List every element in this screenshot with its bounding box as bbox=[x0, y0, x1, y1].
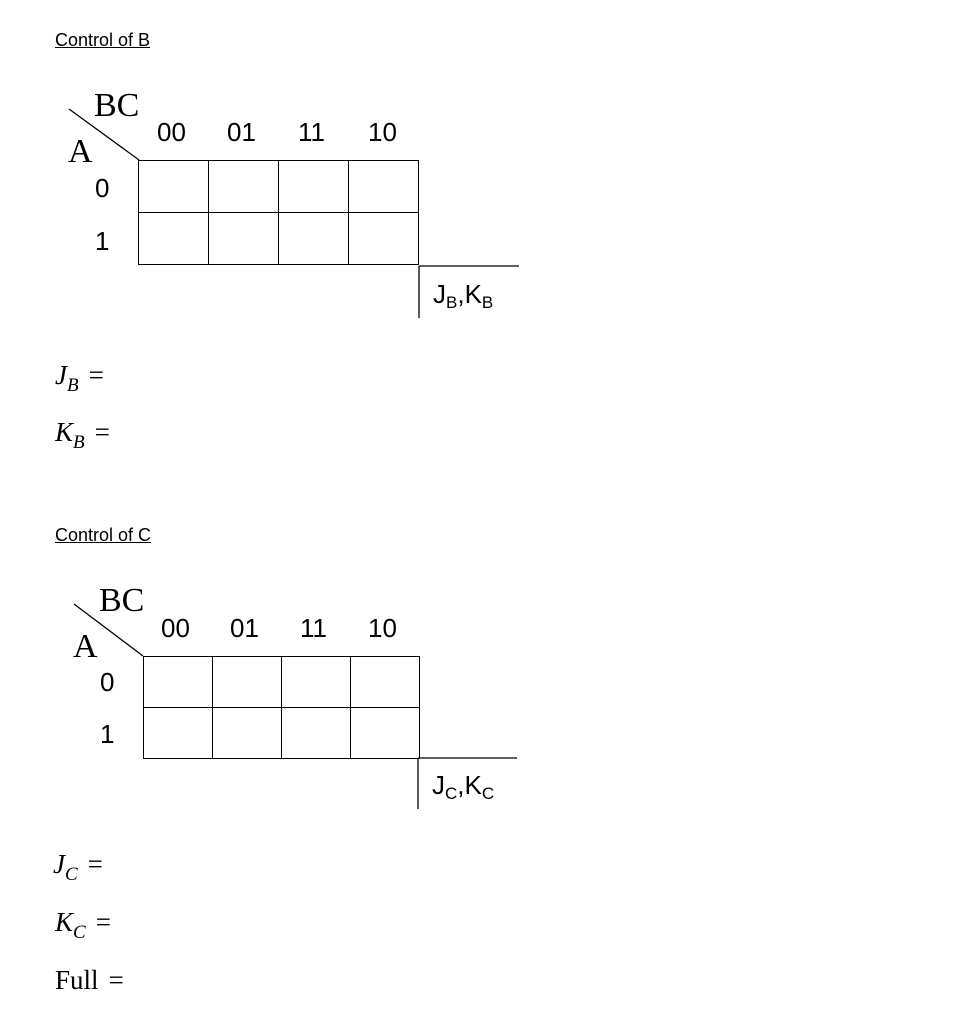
kmap-b-col-01: 01 bbox=[227, 117, 256, 147]
equation-kb bbox=[55, 419, 110, 452]
kmap-c-bc-label: BC bbox=[99, 582, 145, 619]
equation-jc-equals: = bbox=[87, 849, 103, 879]
equation-jb-equals: = bbox=[88, 360, 104, 390]
kmap-c-a-label: A bbox=[73, 628, 98, 665]
equation-jb-sub: B bbox=[66, 375, 79, 396]
kmap-c-col-11: 11 bbox=[300, 613, 327, 643]
equation-kc bbox=[55, 909, 111, 942]
kmap-c-row-1: 1 bbox=[100, 719, 115, 749]
equation-full-label: Full bbox=[55, 965, 99, 995]
output-b-j-sub: B bbox=[446, 293, 458, 312]
output-b-sep: , bbox=[457, 279, 465, 309]
kmap-c-cell[interactable] bbox=[351, 657, 420, 708]
kmap-c-grid-row bbox=[144, 708, 420, 759]
kmap-b-cell[interactable] bbox=[279, 213, 349, 265]
equation-full-equals: = bbox=[108, 965, 124, 995]
kmap-b-grid-row bbox=[139, 213, 419, 265]
kmap-b-output-label bbox=[433, 281, 493, 311]
output-c-sep: , bbox=[457, 770, 465, 800]
equation-jc bbox=[53, 851, 103, 884]
kmap-c-cell[interactable] bbox=[144, 708, 213, 759]
kmap-b-cell[interactable] bbox=[139, 161, 209, 213]
kmap-c-col-10: 10 bbox=[368, 613, 397, 643]
equation-jb-var: J bbox=[55, 360, 67, 390]
equation-kc-equals: = bbox=[95, 907, 111, 937]
heading-control-of-b: Control of B bbox=[55, 30, 151, 50]
kmap-b-row-0: 0 bbox=[95, 173, 110, 203]
kmap-b-grid bbox=[138, 160, 419, 265]
output-c-k-sub: C bbox=[481, 784, 495, 803]
kmap-c-grid bbox=[143, 656, 420, 759]
output-c-k: K bbox=[464, 770, 482, 800]
output-c-j-sub: C bbox=[445, 784, 458, 803]
kmap-b-col-10: 10 bbox=[368, 117, 397, 147]
kmap-b-cell[interactable] bbox=[209, 213, 279, 265]
kmap-c-cell[interactable] bbox=[282, 657, 351, 708]
output-b-k: K bbox=[464, 279, 482, 309]
kmap-c-cell[interactable] bbox=[351, 708, 420, 759]
equation-full bbox=[55, 967, 124, 994]
kmap-c-cell[interactable] bbox=[144, 657, 213, 708]
kmap-c-col-00: 00 bbox=[161, 613, 190, 643]
output-b-j: J bbox=[433, 279, 446, 309]
kmap-c-cell[interactable] bbox=[213, 708, 282, 759]
kmap-c-col-01: 01 bbox=[230, 613, 259, 643]
kmap-b-cell[interactable] bbox=[139, 213, 209, 265]
equation-kc-var: K bbox=[55, 907, 74, 937]
kmap-c-cell[interactable] bbox=[213, 657, 282, 708]
kmap-b-cell[interactable] bbox=[349, 161, 419, 213]
kmap-c-row-0: 0 bbox=[100, 667, 115, 697]
output-c-j: J bbox=[432, 770, 445, 800]
kmap-b-a-label: A bbox=[68, 133, 93, 170]
kmap-c-output-label bbox=[432, 772, 494, 802]
equation-kc-sub: C bbox=[73, 922, 86, 943]
equation-jc-var: J bbox=[53, 849, 65, 879]
kmap-c-grid-row bbox=[144, 657, 420, 708]
output-b-k-sub: B bbox=[481, 293, 494, 312]
kmap-b-cell[interactable] bbox=[209, 161, 279, 213]
kmap-b-col-11: 11 bbox=[298, 117, 325, 147]
kmap-b bbox=[40, 85, 510, 315]
kmap-b-row-1: 1 bbox=[95, 226, 110, 256]
kmap-b-cell[interactable] bbox=[279, 161, 349, 213]
heading-control-of-c: Control of C bbox=[55, 525, 152, 545]
kmap-b-grid-row bbox=[139, 161, 419, 213]
kmap-b-bc-label: BC bbox=[94, 87, 140, 124]
kmap-b-cell[interactable] bbox=[349, 213, 419, 265]
kmap-c-cell[interactable] bbox=[282, 708, 351, 759]
kmap-c bbox=[45, 580, 515, 810]
equation-jc-sub: C bbox=[64, 864, 78, 885]
equation-kb-sub: B bbox=[73, 432, 85, 453]
kmap-b-col-00: 00 bbox=[157, 117, 186, 147]
equation-kb-equals: = bbox=[94, 417, 110, 447]
equation-kb-var: K bbox=[55, 417, 74, 447]
equation-jb bbox=[55, 362, 104, 395]
